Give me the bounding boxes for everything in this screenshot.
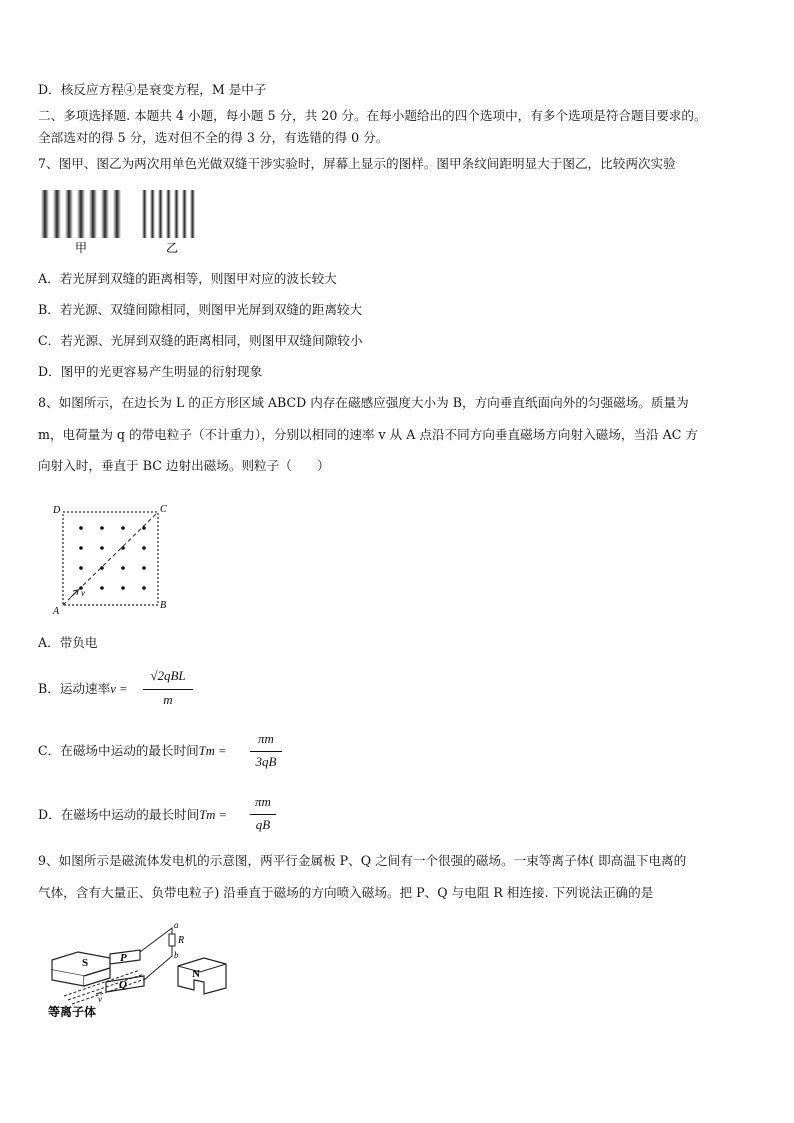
fraction-numerator: √2qBL — [150, 668, 186, 683]
velocity-arrow-icon — [71, 590, 78, 597]
fraction-numerator: πm — [258, 731, 274, 746]
terminal-a-label: a — [174, 920, 179, 930]
q8-option-c-prefix: C．在磁场中运动的最长时间 — [38, 743, 199, 758]
velocity-v-label: v — [98, 994, 102, 1004]
label-jia: 甲 — [75, 241, 88, 255]
resistor-r-label: R — [178, 935, 185, 946]
q8-option-b — [38, 680, 127, 698]
q8-option-d-var: Tm = — [199, 808, 227, 822]
field-dots — [79, 526, 146, 590]
plate-q-label: Q — [119, 979, 127, 991]
velocity-label: v — [81, 588, 85, 598]
fraction-numerator: πm — [255, 794, 271, 809]
section2-header-line1: 二、多项选择题. 本题共 4 小题，每小题 5 分，共 20 分。在每小题给出的四个选项中，有多个选项是符合题目要求的。 — [38, 108, 707, 123]
point-d-label: D — [53, 505, 61, 516]
q8-option-c — [38, 742, 227, 760]
q7-option-b: B．若光源、双缝间隙相同，则图甲光屏到双缝的距离较大 — [38, 302, 363, 317]
q8-stem-line3: 向射入时，垂直于 BC 边射出磁场。则粒子（ ） — [38, 458, 330, 473]
q8-option-a: A．带负电 — [38, 635, 98, 650]
q7-option-d: D．图甲的光更容易产生明显的衍射现象 — [38, 364, 263, 379]
q8-option-d-fraction — [250, 794, 276, 838]
point-c-label: C — [160, 504, 167, 515]
fraction-bar — [143, 689, 193, 690]
q9-stem-line1: 9、如图所示是磁流体发电机的示意图，两平行金属板 P、Q 之间有一个很强的磁场。一束等离子体( 即高温下电离的 — [38, 853, 687, 868]
wire-top — [140, 928, 172, 952]
magnet-n — [178, 958, 226, 994]
q8-stem-line2: m，电荷量为 q 的带电粒子（不计重力），分别以相同的速率 v 从 A 点沿不同方向垂直磁场方向射入磁场，当沿 AC 方 — [38, 427, 698, 442]
plate-p-label: P — [120, 952, 127, 964]
q8-option-c-var: Tm = — [198, 744, 227, 758]
wire-bottom — [144, 946, 172, 980]
q7-option-c: C．若光源、光屏到双缝的距离相同，则图甲双缝间隙较小 — [38, 333, 363, 348]
q8-option-d-prefix: D．在磁场中运动的最长时间 — [38, 807, 200, 822]
fraction-bar — [250, 814, 276, 815]
plasma-label: 等离子体 — [48, 1005, 97, 1019]
fraction-denominator: m — [163, 692, 173, 707]
q8-option-b-var: v = — [110, 682, 128, 696]
fringe-pattern-jia — [41, 190, 121, 238]
q9-mhd-generator-figure — [44, 918, 230, 1022]
point-a-label: A — [53, 606, 60, 617]
fringe-pattern-yi — [142, 190, 195, 238]
resistor-r — [169, 934, 175, 946]
q8-option-c-fraction — [250, 731, 282, 775]
q8-stem-line1: 8、如图所示，在边长为 L 的正方形区域 ABCD 内存在磁感应强度大小为 B，方向垂直纸面向外的匀强磁场。质量为 — [38, 395, 689, 410]
q9-stem-line2: 气体，含有大量正、负带电粒子) 沿垂直于磁场的方向喷入磁场。把 P、Q 与电阻 R 相连接. 下列说法正确的是 — [38, 885, 654, 900]
fraction-denominator: 3qB — [255, 754, 277, 769]
q7-fringe-figure — [38, 186, 208, 256]
magnet-n-label: N — [192, 968, 200, 980]
section2-header-line2: 全部选对的得 5 分，选对但不全的得 3 分，有选错的得 0 分。 — [38, 130, 389, 145]
fraction-bar — [250, 751, 282, 752]
terminal-b-label: b — [174, 950, 179, 960]
q8-option-b-prefix: B．运动速率 — [38, 681, 111, 696]
q7-option-a: A．若光屏到双缝的距离相等，则图甲对应的波长较大 — [38, 271, 337, 286]
magnet-s-label: S — [82, 957, 89, 969]
q8-option-d — [38, 806, 227, 824]
fraction-denominator: qB — [255, 817, 271, 832]
q8-option-b-fraction — [143, 668, 193, 712]
q6-option-d: D．核反应方程④是衰变方程，M 是中子 — [38, 82, 267, 97]
point-b-label: B — [160, 600, 167, 611]
q8-magnetic-field-figure — [45, 500, 185, 618]
q7-stem: 7、图甲、图乙为两次用单色光做双缝干涉实验时，屏幕上显示的图样。图甲条纹间距明显大于图乙，比较两次实验 — [38, 156, 676, 171]
label-yi: 乙 — [166, 241, 179, 255]
